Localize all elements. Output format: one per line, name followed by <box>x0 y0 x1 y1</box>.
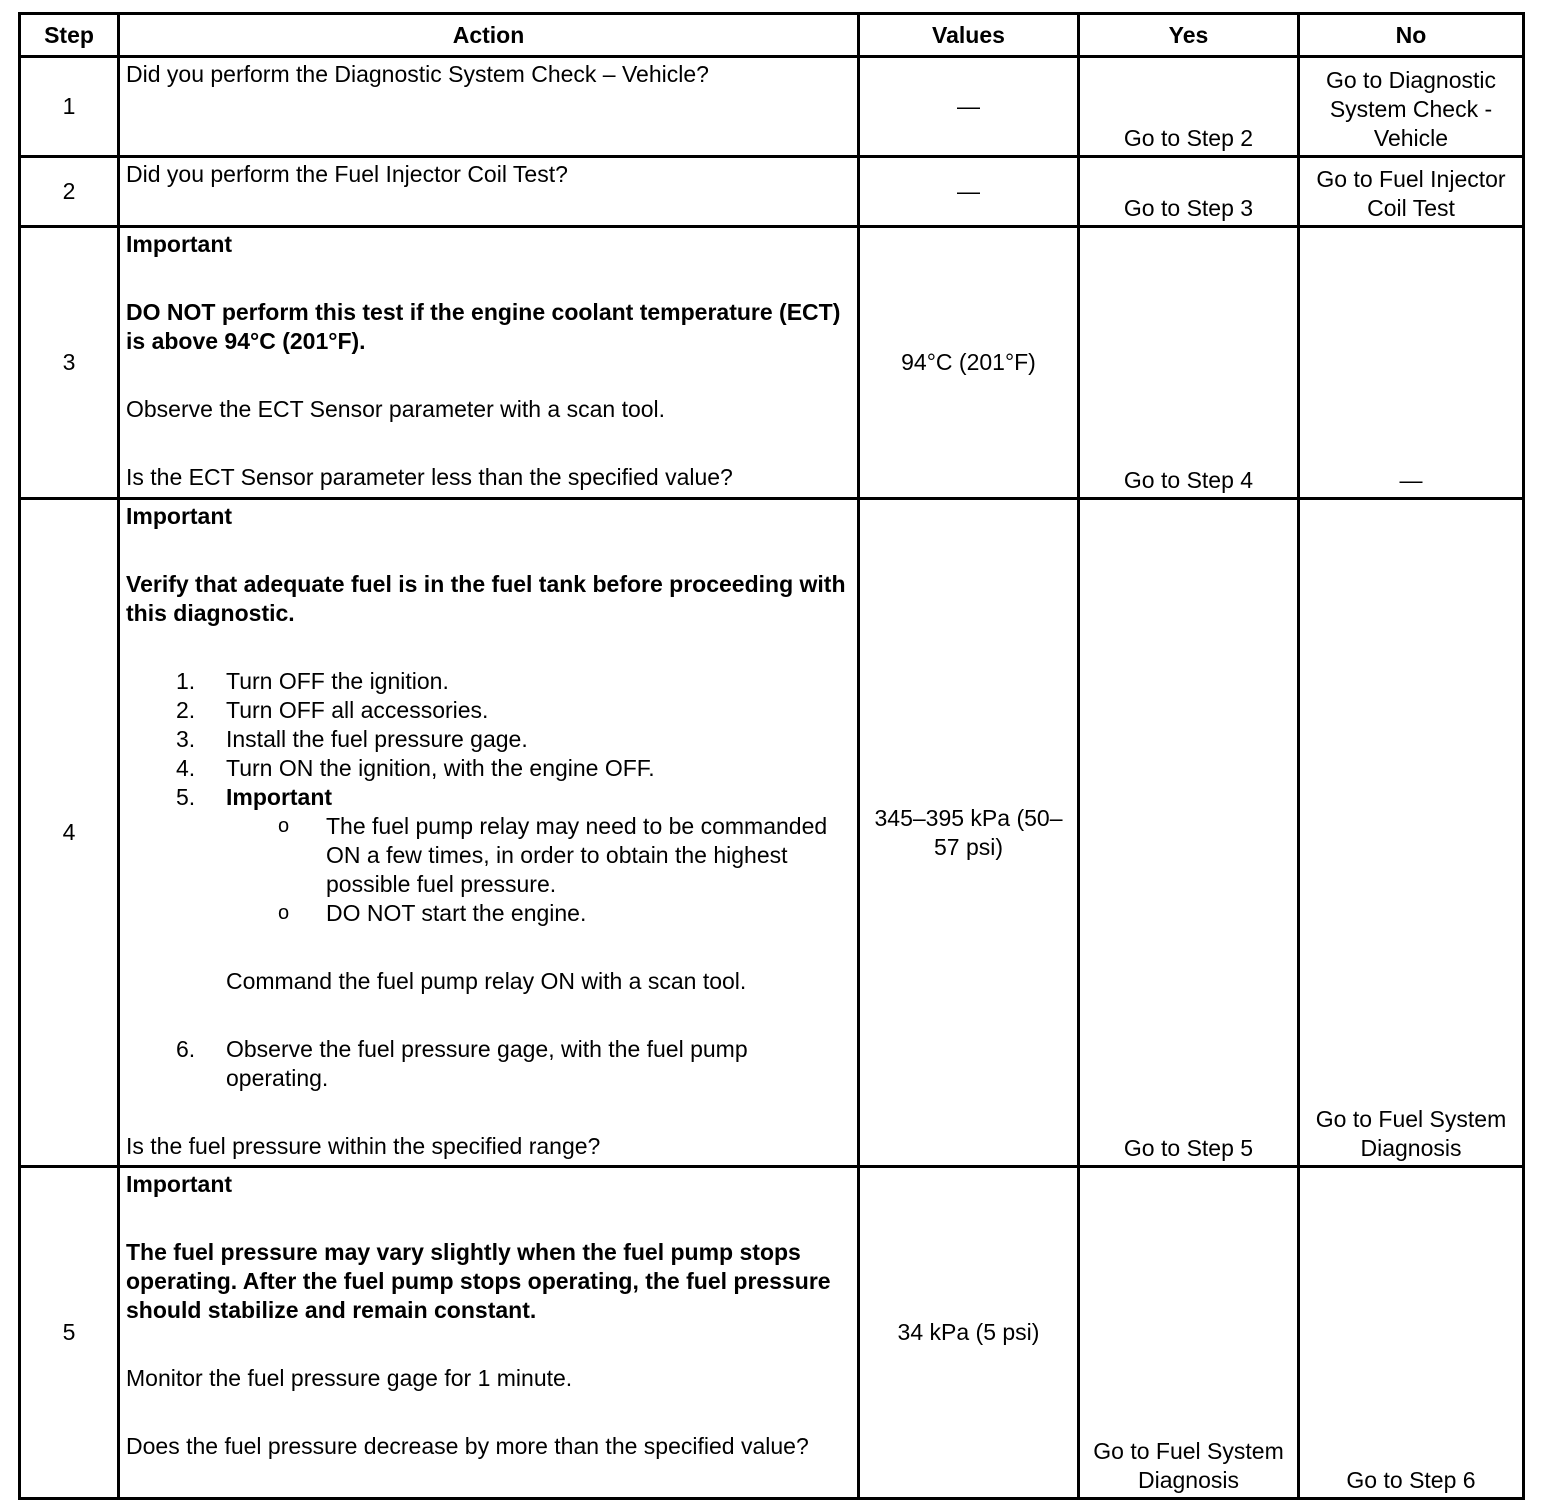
table-row <box>20 57 1524 157</box>
action-question: Does the fuel pressure decrease by more than the specified value? <box>126 1433 809 1459</box>
substep-number: 3. <box>176 726 196 752</box>
substep-text: Observe the fuel pressure gage, with the fuel pump operating. <box>226 1036 748 1091</box>
list-item <box>126 667 853 696</box>
bullet-text: The fuel pump relay may need to be commanded ON a few times, in order to obtain the highest possible fuel pressure. <box>326 813 828 897</box>
bullet-text: DO NOT start the engine. <box>326 900 587 926</box>
action-cell <box>119 57 859 157</box>
substep-number: 4. <box>176 755 196 781</box>
substep-text: Install the fuel pressure gage. <box>226 726 528 752</box>
header-values: Values <box>859 14 1079 57</box>
value-cell: 34 kPa (5 psi) <box>859 1167 1079 1499</box>
action-cell <box>119 499 859 1167</box>
bullet-list <box>226 812 853 928</box>
action-cell <box>119 1167 859 1499</box>
list-item <box>126 1035 853 1093</box>
important-heading: Important <box>126 231 233 257</box>
yes-cell: Go to Fuel System Diagnosis <box>1079 1167 1299 1499</box>
table-row <box>20 227 1524 499</box>
table-row <box>20 1167 1524 1499</box>
action-question: Is the fuel pressure within the specified range? <box>126 1133 601 1159</box>
important-note: Verify that adequate fuel is in the fuel tank before proceeding with this diagnostic. <box>126 571 846 626</box>
table-row <box>20 499 1524 1167</box>
list-item <box>126 783 853 928</box>
diagnostic-table <box>18 12 1525 1500</box>
action-cell <box>119 227 859 499</box>
value-cell: 94°C (201°F) <box>859 227 1079 499</box>
substep-text: Turn OFF all accessories. <box>226 697 489 723</box>
bullet-glyph: o <box>278 902 290 924</box>
header-yes: Yes <box>1079 14 1299 57</box>
substep-number: 5. <box>176 784 196 810</box>
step-number: 1 <box>20 57 119 157</box>
no-cell: Go to Fuel System Diagnosis <box>1299 499 1524 1167</box>
value-cell: — <box>859 157 1079 227</box>
header-no: No <box>1299 14 1524 57</box>
important-note: DO NOT perform this test if the engine coolant temperature (ECT) is above 94°C (201°F). <box>126 299 841 354</box>
list-item <box>226 899 853 928</box>
bullet-glyph: o <box>278 815 290 837</box>
yes-cell: Go to Step 2 <box>1079 57 1299 157</box>
header-action: Action <box>119 14 859 57</box>
action-question: Did you perform the Fuel Injector Coil Test? <box>126 161 568 187</box>
table-row <box>20 157 1524 227</box>
action-question: Did you perform the Diagnostic System Check – Vehicle? <box>126 61 709 87</box>
instruction-text: Monitor the fuel pressure gage for 1 minute. <box>126 1365 573 1391</box>
yes-cell: Go to Step 4 <box>1079 227 1299 499</box>
important-heading: Important <box>126 503 233 529</box>
list-item <box>126 754 853 783</box>
instruction-text: Observe the ECT Sensor parameter with a scan tool. <box>126 396 666 422</box>
yes-cell: Go to Step 3 <box>1079 157 1299 227</box>
substep-number: 2. <box>176 697 196 723</box>
substep-important-heading: Important <box>226 784 333 810</box>
no-cell: Go to Diagnostic System Check - Vehicle <box>1299 57 1524 157</box>
header-step: Step <box>20 14 119 57</box>
step-number: 4 <box>20 499 119 1167</box>
list-item <box>126 725 853 754</box>
yes-cell: Go to Step 5 <box>1079 499 1299 1167</box>
no-cell: Go to Step 6 <box>1299 1167 1524 1499</box>
substep-list <box>126 1035 853 1093</box>
substep-text: Turn OFF the ignition. <box>226 668 449 694</box>
value-cell: 345–395 kPa (50–57 psi) <box>859 499 1079 1167</box>
value-cell: — <box>859 57 1079 157</box>
list-item <box>226 812 853 899</box>
list-item <box>126 696 853 725</box>
step-number: 2 <box>20 157 119 227</box>
header-row <box>20 14 1524 57</box>
substep-text: Turn ON the ignition, with the engine OFF. <box>226 755 655 781</box>
important-note: The fuel pressure may vary slightly when the fuel pump stops operating. After the fuel pump stops operating, the fuel pressure should stabilize and remain constant. <box>126 1239 831 1323</box>
substep-number: 1. <box>176 668 196 694</box>
no-cell: Go to Fuel Injector Coil Test <box>1299 157 1524 227</box>
action-cell <box>119 157 859 227</box>
substep-list <box>126 667 853 928</box>
step-number: 5 <box>20 1167 119 1499</box>
important-heading: Important <box>126 1171 233 1197</box>
command-text: Command the fuel pump relay ON with a scan tool. <box>226 968 747 994</box>
action-question: Is the ECT Sensor parameter less than the specified value? <box>126 464 733 490</box>
no-cell: — <box>1299 227 1524 499</box>
step-number: 3 <box>20 227 119 499</box>
substep-number: 6. <box>176 1036 196 1062</box>
